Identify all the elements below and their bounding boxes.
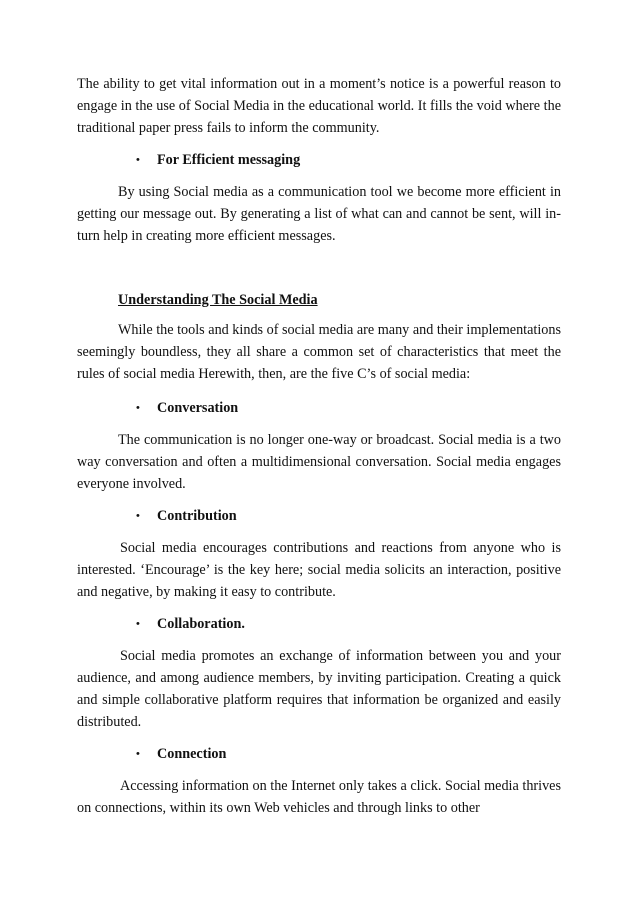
bullet-label: Conversation [157, 400, 239, 416]
bullet-contribution [136, 505, 561, 527]
section-heading: Understanding The Social Media [118, 292, 318, 308]
bullet-label: Connection [157, 746, 227, 762]
bullet-marker: • [136, 154, 140, 166]
bullet-marker: • [136, 748, 140, 760]
paragraph-vital-information: The ability to get vital information out in a moment’s notice is a powerful reason to engage in the use of Social Media in the educational world. It fills the void where the traditional paper press fails to inform the community. [77, 76, 561, 136]
bullet-collaboration [136, 613, 561, 635]
paragraph-conversation: The communication is no longer one-way or broadcast. Social media is a two way conversation and often a multidimensional conversation. Social media engages everyone involved. [77, 432, 561, 492]
paragraph-five-cs: While the tools and kinds of social media are many and their implementations seemingly boundless, they all share a common set of characteristics that meet the rules of social media Herewith, then, are the five C’s of social media: [77, 322, 561, 382]
bullet-marker: • [136, 510, 140, 522]
bullet-conversation [136, 397, 561, 419]
bullet-connection [136, 743, 561, 765]
paragraph-efficient-messaging: By using Social media as a communication tool we become more efficient in getting our message out. By generating a list of what can and cannot be sent, will in-turn help in creating more efficient messages. [77, 184, 561, 244]
paragraph-connection: Accessing information on the Internet only takes a click. Social media thrives on connections, within its own Web vehicles and through links to other [77, 778, 561, 816]
bullet-marker: • [136, 402, 140, 414]
bullet-label: For Efficient messaging [157, 152, 301, 168]
bullet-efficient-messaging [136, 149, 561, 171]
paragraph-collaboration: Social media promotes an exchange of information between you and your audience, and among audience members, by inviting participation. Creating a quick and simple collaborative platform requires that information be organized and easily distributed. [77, 648, 561, 730]
bullet-marker: • [136, 618, 140, 630]
bullet-label: Contribution [157, 508, 237, 524]
paragraph-contribution: Social media encourages contributions and reactions from anyone who is interested. ‘Encourage’ is the key here; social media solicits an interaction, positive and negative, by making it easy to contribute. [77, 540, 561, 600]
bullet-label: Collaboration. [157, 616, 245, 632]
